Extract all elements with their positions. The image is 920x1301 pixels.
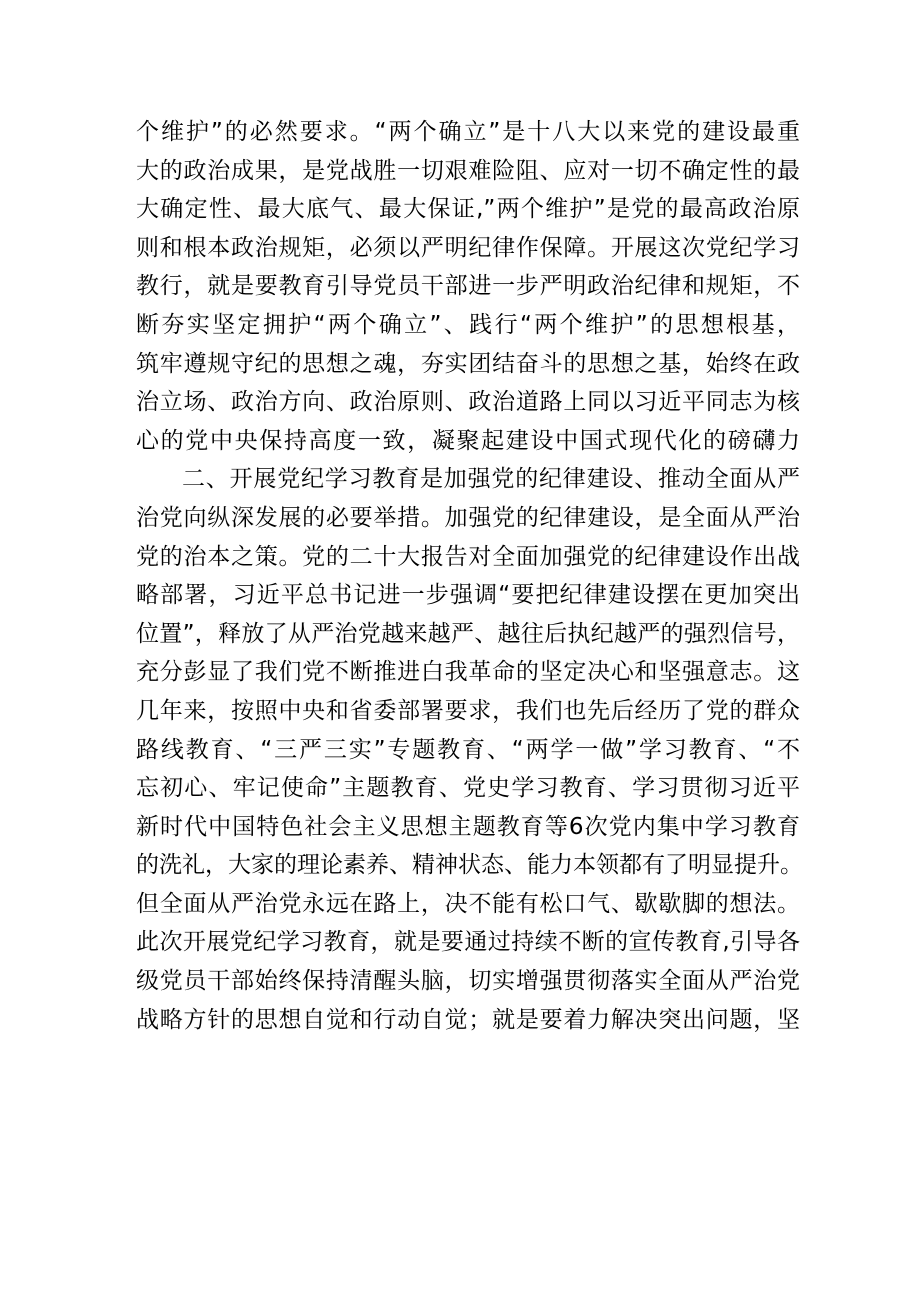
text-line: 路线教育、“三严三实”专题教育、“两学一做”学习教育、“不 [136,736,800,763]
text-line: 心的党中央保持高度一致，凝聚起建设中国式现代化的磅礴力 [136,427,800,454]
text-line: 略部署，习近平总书记进一步强调“要把纪律建设摆在更加突出 [136,582,800,609]
text-line: 治立场、政治方向、政治原则、政治道路上同以习近平同志为核 [136,389,800,416]
section-heading-line: 二、开展党纪学习教育是加强党的纪律建设、推动全面从严 [182,466,800,493]
text-line: 大的政治成果，是党战胜一切艰难险阻、应对一切不确定性的最 [136,157,800,184]
text-line: 级党员干部始终保持清醒头脑，切实增强贯彻落实全面从严治党 [136,968,800,995]
text-line: 几年来，按照中央和省委部署要求，我们也先后经历了党的群众 [136,697,800,724]
text-line: 教行，就是要教育引导党员干部进一步严明政治纪律和规矩，不 [136,273,800,300]
body-text [136,113,803,1039]
text-line: 的洗礼，大家的理论素养、精神状态、能力本领都有了明显提升。 [136,852,803,879]
text-line: 则和根本政治规矩，必须以严明纪律作保障。开展这次党纪学习 [136,234,800,261]
text-line: 筑牢遵规守纪的思想之魂，夯实团结奋斗的思想之基，始终在政 [136,350,800,377]
text-line: 忘初心、牢记使命”主题教育、党史学习教育、学习贯彻习近平 [136,775,800,802]
text-line: 新时代中国特色社会主义思想主题教育等6次党内集中学习教育 [136,813,800,840]
text-line: 位置”，释放了从严治党越来越严、越往后执纪越严的强烈信号， [136,620,800,647]
text-line: 治党向纵深发展的必要举措。加强党的纪律建设，是全面从严治 [136,504,800,531]
text-line: 充分彭显了我们党不断推进白我革命的坚定决心和坚强意志。这 [136,659,800,686]
text-line: 战略方针的思想自觉和行动自觉；就是要着力解决突出问题，坚 [136,1006,800,1033]
text-line: 此次开展党纪学习教育，就是要通过持续不断的宣传教育,引导各 [136,929,800,956]
text-line: 党的治本之策。党的二十大报告对全面加强党的纪律建设作出战 [136,543,800,570]
text-line: 个维护”的必然要求。“两个确立”是十八大以来党的建设最重 [136,119,800,145]
text-line: 断夯实坚定拥护“两个确立”、践行“两个维护”的思想根基， [136,311,800,338]
text-line: 但全面从严治党永远在路上，决不能有松口气、歇歇脚的想法。 [136,890,800,917]
text-line: 大确定性、最大底气、最大保证,”两个维护”是党的最高政治原 [136,196,800,223]
